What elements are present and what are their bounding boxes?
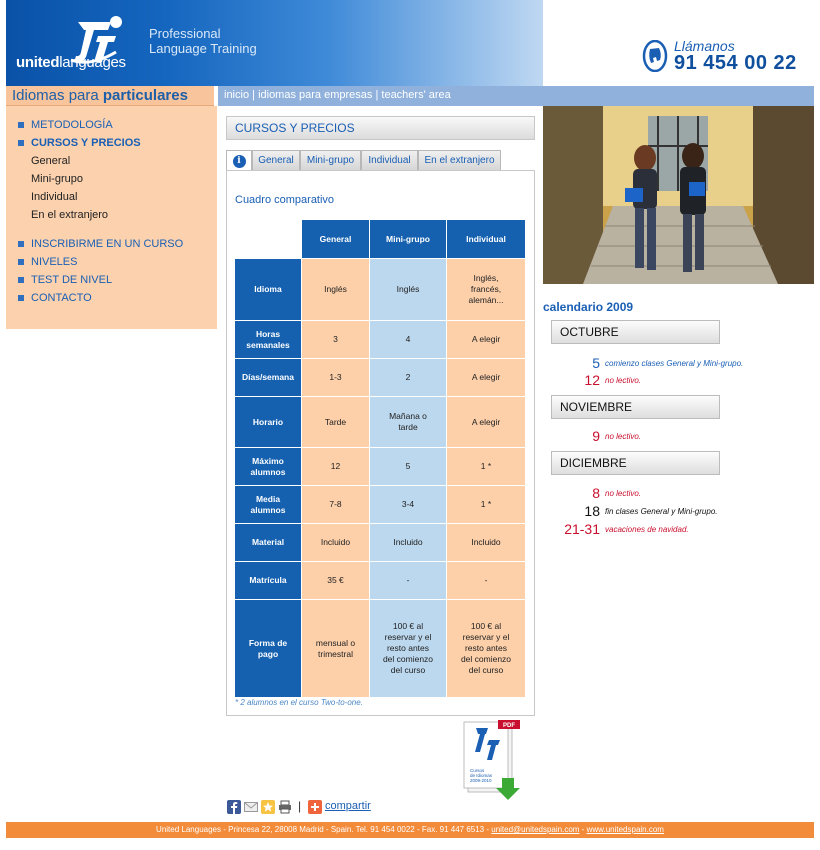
- top-nav-links: [224, 89, 451, 101]
- table-cell: 35 €: [302, 562, 369, 599]
- logo-word-rest: languages: [59, 54, 126, 71]
- pdf-brochure-icon[interactable]: [462, 720, 526, 802]
- sidebar-item-niveles[interactable]: [6, 253, 217, 271]
- table-cell: Incluido: [370, 524, 446, 561]
- print-icon[interactable]: [278, 800, 292, 814]
- page-title: CURSOS Y PRECIOS: [226, 116, 535, 140]
- table-cell: 5: [370, 448, 446, 485]
- row-header: Máximo alumnos: [235, 448, 301, 485]
- sidebar-menu-top: [6, 116, 217, 224]
- pdf-badge: PDF: [503, 723, 515, 729]
- table-heading: Cuadro comparativo: [235, 194, 335, 206]
- section-title: [12, 87, 188, 104]
- calendar-event: [543, 503, 814, 519]
- calendar-event: [543, 372, 814, 388]
- table-row: [235, 321, 525, 358]
- share-separator: |: [298, 799, 302, 813]
- bullet-icon: [18, 241, 24, 247]
- table-row: [235, 486, 525, 523]
- table-row: [235, 600, 525, 697]
- phone-label: Llámanos: [674, 38, 735, 54]
- calendar-event-text: no lectivo.: [605, 432, 642, 441]
- main-content: [226, 116, 535, 707]
- nav-link-inicio[interactable]: inicio: [224, 89, 250, 101]
- table-cell: 2: [370, 359, 446, 396]
- column-header: Individual: [447, 220, 525, 258]
- calendar-event-day: 8: [592, 485, 600, 501]
- table-row: [235, 524, 525, 561]
- sidebar-subitem-individual[interactable]: Individual: [31, 191, 78, 203]
- header: [6, 0, 814, 86]
- sidebar-item-inscribirme[interactable]: [6, 235, 217, 253]
- tagline-line-2: Language Training: [149, 41, 257, 56]
- table-cell: Inglés, francés, alemán...: [447, 259, 525, 320]
- calendar-event-day: 9: [592, 428, 600, 444]
- tab-info[interactable]: [226, 150, 252, 170]
- sidebar-item-label: CURSOS Y PRECIOS: [31, 137, 141, 149]
- pdf-caption-2: de Idiomas: [470, 773, 493, 778]
- calendar-event: [543, 355, 814, 371]
- logo-wordmark: [16, 54, 126, 71]
- calendar-event-text: no lectivo.: [605, 376, 642, 385]
- footer-website-link[interactable]: www.unitedspain.com: [586, 825, 664, 834]
- sidebar-subitem-extranjero[interactable]: En el extranjero: [31, 209, 109, 221]
- top-nav: [218, 86, 814, 106]
- calendar-event: [543, 485, 814, 501]
- tab-individual[interactable]: Individual: [361, 150, 418, 170]
- calendar-event-day: 18: [584, 503, 600, 519]
- logo-word-bold: united: [16, 54, 60, 71]
- tab-bar: [226, 150, 535, 170]
- table-cell: A elegir: [447, 359, 525, 396]
- bullet-icon: [18, 295, 24, 301]
- section-title-bold: particulares: [102, 87, 188, 104]
- tab-panel: [226, 170, 535, 716]
- table-cell: Inglés: [370, 259, 446, 320]
- footer-text: United Languages - Princesa 22, 28008 Madrid - Spain. Tel. 91 454 0022 - Fax. 91 447 6513 -: [156, 825, 490, 834]
- row-header: Días/semana: [235, 359, 301, 396]
- table-corner-cell: [235, 220, 301, 258]
- calendar-event-text: comienzo clases General y Mini-grupo.: [605, 359, 744, 368]
- calendar-event-day: 21-31: [564, 521, 600, 537]
- sidebar-item-cursos-y-precios[interactable]: [6, 134, 217, 152]
- tab-general[interactable]: General: [252, 150, 300, 170]
- phone-area: [543, 0, 814, 86]
- table-cell: Tarde: [302, 397, 369, 447]
- table-cell: 7-8: [302, 486, 369, 523]
- sidebar-item-label: TEST DE NIVEL: [31, 274, 113, 286]
- brand-banner: [6, 0, 543, 86]
- nav-link-teachers-area[interactable]: teachers' area: [381, 89, 451, 101]
- sidebar-item-metodologia[interactable]: [6, 116, 217, 134]
- sidebar-item-label: CONTACTO: [31, 292, 92, 304]
- table-cell: Incluido: [447, 524, 525, 561]
- calendar-event-text: no lectivo.: [605, 489, 642, 498]
- row-header: Media alumnos: [235, 486, 301, 523]
- sidebar-item-label: NIVELES: [31, 256, 78, 268]
- table-cell: Incluido: [302, 524, 369, 561]
- tagline: [149, 26, 257, 56]
- calendar-event-text: vacaciones de navidad.: [605, 525, 689, 534]
- row-header: Matrícula: [235, 562, 301, 599]
- footer-email-link[interactable]: united@unitedspain.com: [491, 825, 580, 834]
- footer: [6, 822, 814, 838]
- calendar-month: DICIEMBRE: [551, 451, 720, 475]
- bullet-icon: [18, 277, 24, 283]
- table-cell: -: [370, 562, 446, 599]
- bullet-icon: [18, 140, 24, 146]
- bullet-icon: [18, 259, 24, 265]
- calendar-event: [543, 521, 814, 537]
- email-icon[interactable]: [244, 800, 258, 814]
- table-cell: Inglés: [302, 259, 369, 320]
- table-row: [235, 259, 525, 320]
- row-header: Material: [235, 524, 301, 561]
- table-row: [235, 562, 525, 599]
- students-photo: [543, 106, 814, 284]
- tab-mini-grupo[interactable]: Mini-grupo: [300, 150, 361, 170]
- section-title-normal: Idiomas para: [12, 87, 99, 104]
- sidebar-subitem-general[interactable]: General: [31, 155, 71, 167]
- facebook-icon[interactable]: [227, 800, 241, 814]
- calendar-title: calendario 2009: [543, 300, 634, 314]
- info-icon: i: [233, 155, 246, 168]
- pdf-caption-1: Cursos: [470, 768, 485, 773]
- phone-number[interactable]: 91 454 00 22: [674, 52, 797, 74]
- sidebar-item-label: METODOLOGÍA: [31, 119, 113, 131]
- row-header: Horario: [235, 397, 301, 447]
- table-row: [235, 397, 525, 447]
- nav-separator: |: [375, 89, 379, 101]
- table-row: [235, 359, 525, 396]
- share-link[interactable]: compartir: [325, 800, 371, 812]
- calendar-event-text: fin clases General y Mini-grupo.: [605, 507, 718, 516]
- nav-separator: |: [252, 89, 255, 101]
- pdf-caption-3: 2009-2010: [470, 778, 492, 783]
- nav-link-empresas[interactable]: idiomas para empresas: [258, 89, 373, 101]
- sidebar-menu-bottom: [6, 235, 217, 307]
- sidebar-subitem-mini-grupo[interactable]: Mini-grupo: [31, 173, 83, 185]
- sidebar-item-test-de-nivel[interactable]: [6, 271, 217, 289]
- table-cell: 100 € al reservar y el resto antes del comienzo del curso: [447, 600, 525, 697]
- column-header: General: [302, 220, 369, 258]
- phone-icon: [639, 40, 671, 72]
- table-cell: 3-4: [370, 486, 446, 523]
- tagline-line-1: Professional: [149, 26, 221, 41]
- calendar-month: OCTUBRE: [551, 320, 720, 344]
- sidebar-item-label: INSCRIBIRME EN UN CURSO: [31, 238, 184, 250]
- table-cell: 12: [302, 448, 369, 485]
- favorite-star-icon[interactable]: [261, 800, 275, 814]
- calendar-event: [543, 428, 814, 444]
- row-header: Horas semanales: [235, 321, 301, 358]
- table-cell: 1 *: [447, 448, 525, 485]
- calendar-event-day: 5: [592, 355, 600, 371]
- column-header: Mini-grupo: [370, 220, 446, 258]
- tab-extranjero[interactable]: En el extranjero: [418, 150, 501, 170]
- footer-dash: -: [581, 825, 585, 834]
- table-cell: Mañana o tarde: [370, 397, 446, 447]
- table-cell: 100 € al reservar y el resto antes del comienzo del curso: [370, 600, 446, 697]
- table-cell: A elegir: [447, 321, 525, 358]
- table-cell: 4: [370, 321, 446, 358]
- sidebar: [6, 106, 217, 329]
- add-share-icon[interactable]: [308, 800, 322, 814]
- bullet-icon: [18, 122, 24, 128]
- table-header-row: [235, 220, 525, 258]
- calendar-event-day: 12: [584, 372, 600, 388]
- row-header: Idioma: [235, 259, 301, 320]
- section-band: [6, 86, 214, 106]
- table-cell: mensual o trimestral: [302, 600, 369, 697]
- table-cell: 1-3: [302, 359, 369, 396]
- row-header: Forma de pago: [235, 600, 301, 697]
- sidebar-item-contacto[interactable]: [6, 289, 217, 307]
- table-cell: A elegir: [447, 397, 525, 447]
- table-row: [235, 448, 525, 485]
- footnote: * 2 alumnos en el curso Two-to-one.: [235, 698, 363, 707]
- calendar-month: NOVIEMBRE: [551, 395, 720, 419]
- table-cell: -: [447, 562, 525, 599]
- table-cell: 1 *: [447, 486, 525, 523]
- table-cell: 3: [302, 321, 369, 358]
